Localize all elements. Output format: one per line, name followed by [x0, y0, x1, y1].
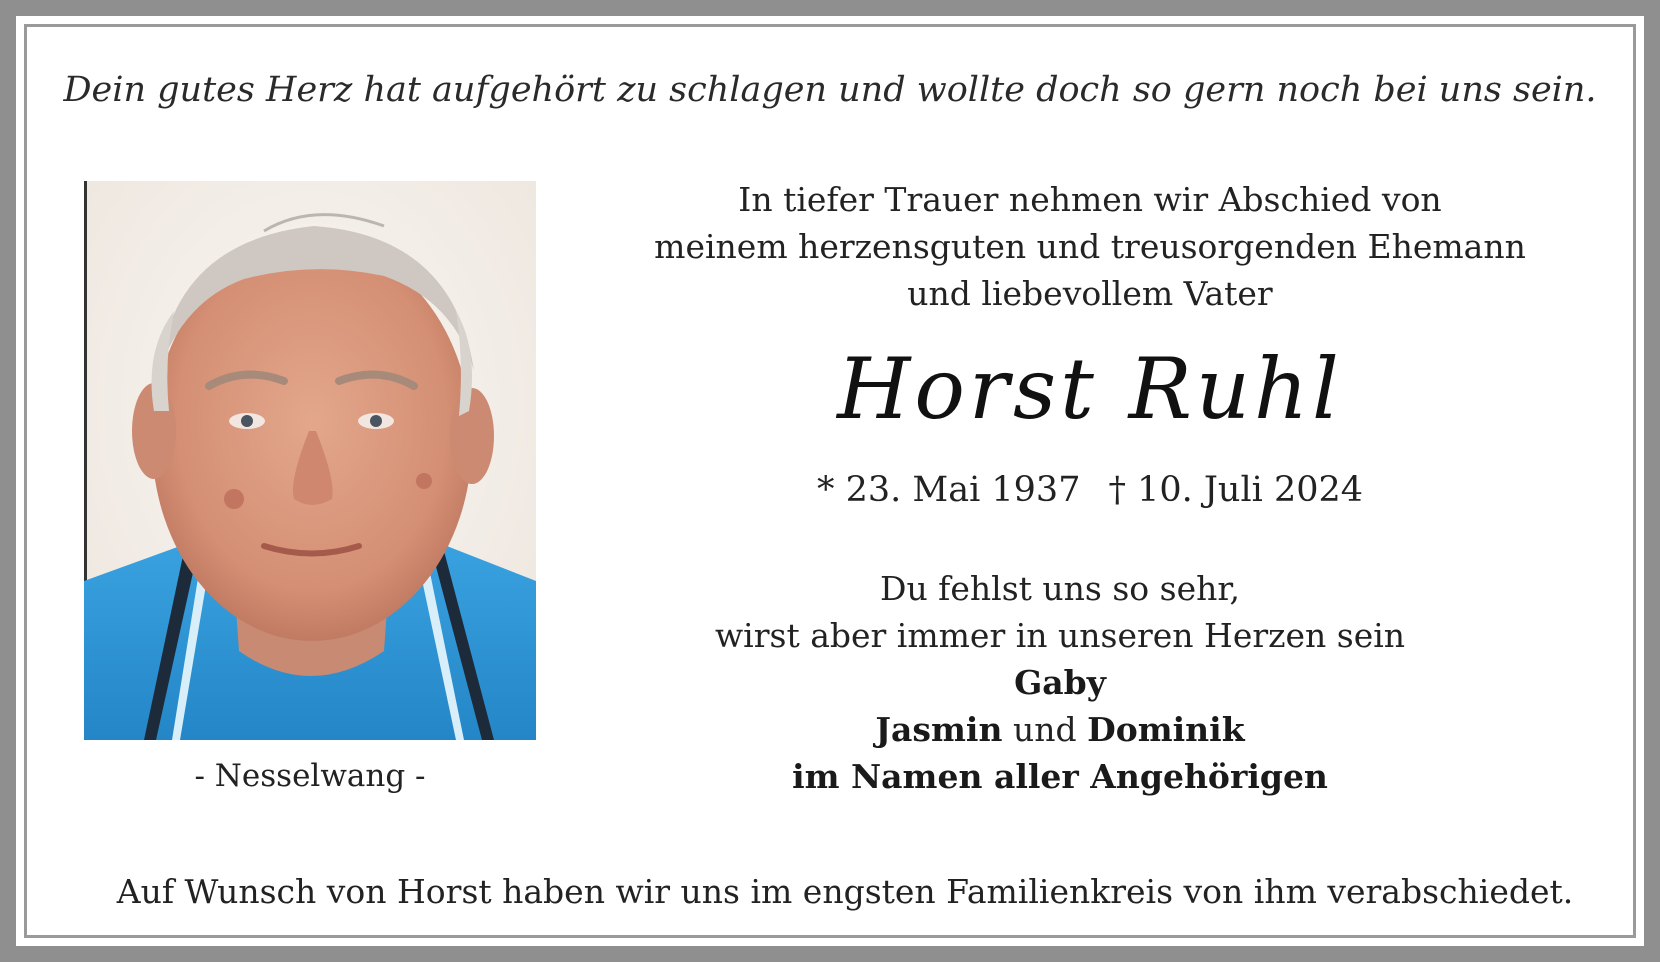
motto-quote: Dein gutes Herz hat aufgehört zu schlagen und wollte doch so gern noch bei uns sein.: [63, 70, 1597, 110]
farewell-line-2: wirst aber immer in unseren Herzen sein: [714, 616, 1406, 655]
mourner-jasmin: Jasmin: [875, 710, 1003, 749]
intro-line-2: meinem herzensguten und treusorgenden Ehemann: [654, 227, 1526, 266]
mourner-dominik: Dominik: [1087, 710, 1245, 749]
birth-date: * 23. Mai 1937: [816, 470, 1081, 510]
farewell-text: [520, 565, 1600, 800]
portrait-illustration: [84, 181, 536, 740]
intro-text: [560, 176, 1620, 317]
death-date: † 10. Juli 2024: [1108, 470, 1364, 510]
mourner-line-1: [520, 659, 1600, 706]
farewell-line-1: Du fehlst uns so sehr,: [879, 569, 1241, 608]
life-dates: [560, 470, 1620, 510]
footer-note: Auf Wunsch von Horst haben wir uns im engsten Familienkreis von ihm verabschiedet.: [116, 872, 1574, 911]
intro-line-1: In tiefer Trauer nehmen wir Abschied von: [738, 180, 1442, 219]
mourner-closing: [520, 753, 1600, 800]
closing-relatives: im Namen aller Angehörigen: [792, 757, 1328, 796]
intro-line-3: und liebevollem Vater: [907, 274, 1273, 313]
mourner-line-2: [520, 706, 1600, 753]
mourner-connector: und: [1012, 710, 1077, 749]
portrait-photo: [84, 181, 536, 740]
place-of-residence: - Nesselwang -: [194, 758, 426, 794]
deceased-name: Horst Ruhl: [837, 340, 1343, 438]
mourner-gaby: Gaby: [1014, 663, 1106, 702]
